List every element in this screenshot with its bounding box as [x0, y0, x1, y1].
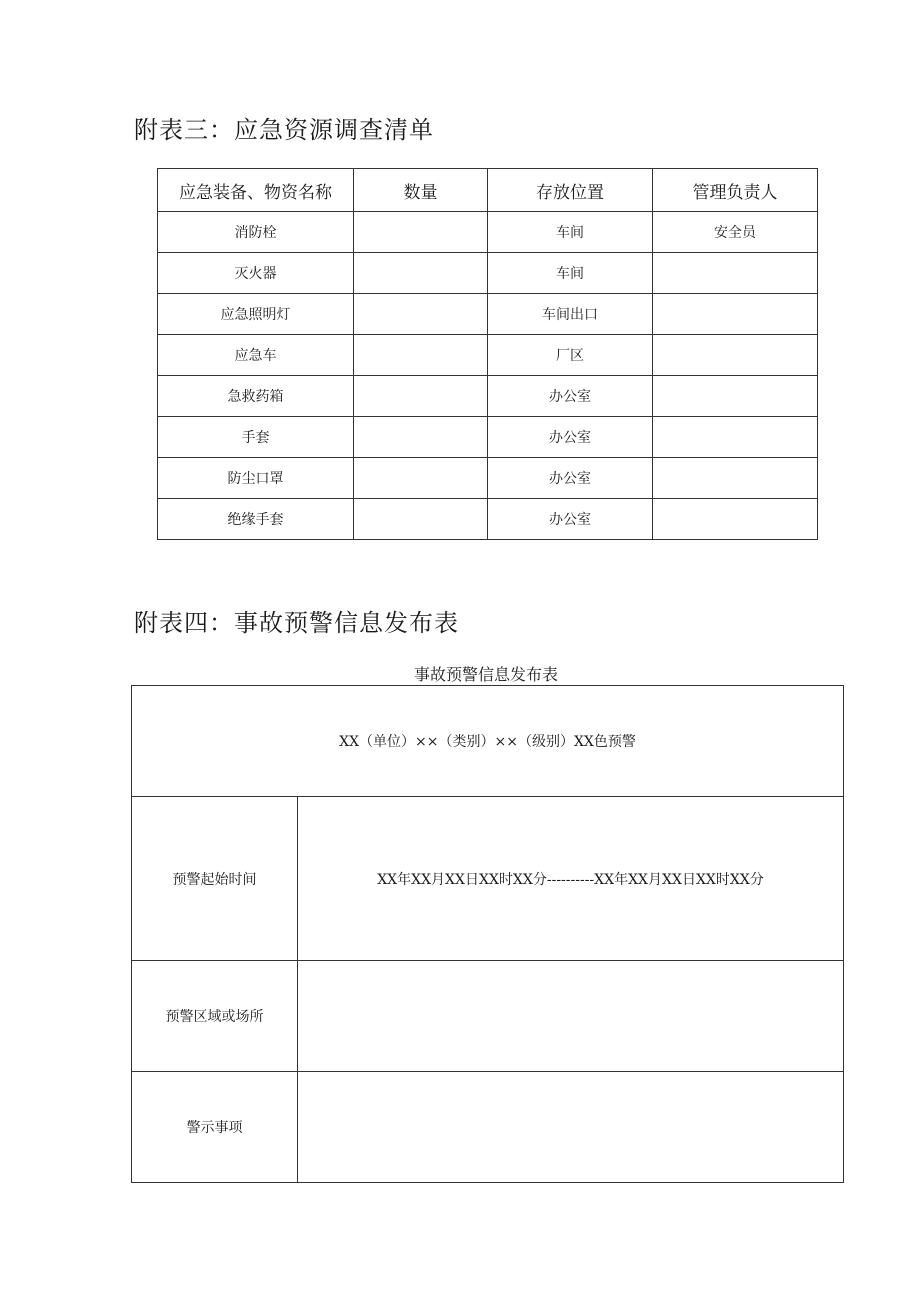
warning-release-table — [131, 685, 844, 1183]
cell-location: 厂区 — [488, 335, 653, 376]
cell-quantity — [354, 212, 488, 253]
table-row — [158, 335, 818, 376]
table-row — [158, 458, 818, 499]
header-quantity: 数量 — [354, 169, 488, 212]
warning-area-row — [132, 961, 844, 1072]
cell-name: 防尘口罩 — [158, 458, 354, 499]
header-location: 存放位置 — [488, 169, 653, 212]
table-row — [158, 294, 818, 335]
cell-quantity — [354, 294, 488, 335]
cell-manager — [653, 376, 818, 417]
notice-value — [298, 1072, 844, 1183]
table-row — [158, 417, 818, 458]
header-name: 应急装备、物资名称 — [158, 169, 354, 212]
cell-name: 急救药箱 — [158, 376, 354, 417]
cell-quantity — [354, 417, 488, 458]
table-row — [158, 253, 818, 294]
notice-label: 警示事项 — [132, 1072, 298, 1183]
cell-name: 应急照明灯 — [158, 294, 354, 335]
cell-quantity — [354, 253, 488, 294]
cell-quantity — [354, 499, 488, 540]
table-row — [158, 376, 818, 417]
table-row — [158, 212, 818, 253]
cell-location: 办公室 — [488, 499, 653, 540]
cell-name: 应急车 — [158, 335, 354, 376]
cell-manager: 安全员 — [653, 212, 818, 253]
warning-title-row — [132, 686, 844, 797]
table-row — [158, 499, 818, 540]
cell-location: 办公室 — [488, 376, 653, 417]
cell-manager — [653, 417, 818, 458]
cell-manager — [653, 458, 818, 499]
area-value — [298, 961, 844, 1072]
cell-name: 消防栓 — [158, 212, 354, 253]
time-value: XX年XX月XX日XX时XX分----------XX年XX月XX日XX时XX分 — [298, 797, 844, 961]
appendix4-title: 附表四：事故预警信息发布表 — [134, 609, 459, 637]
time-label: 预警起始时间 — [132, 797, 298, 961]
table-header-row — [158, 169, 818, 212]
cell-manager — [653, 294, 818, 335]
cell-name: 灭火器 — [158, 253, 354, 294]
cell-location: 办公室 — [488, 417, 653, 458]
cell-quantity — [354, 458, 488, 499]
cell-location: 车间出口 — [488, 294, 653, 335]
warning-table-caption: 事故预警信息发布表 — [413, 665, 558, 684]
cell-quantity — [354, 335, 488, 376]
cell-quantity — [354, 376, 488, 417]
cell-manager — [653, 253, 818, 294]
cell-location: 车间 — [488, 212, 653, 253]
cell-manager — [653, 499, 818, 540]
header-manager: 管理负责人 — [653, 169, 818, 212]
warning-title: XX（单位）××（类别）××（级别）XX色预警 — [132, 686, 844, 797]
cell-location: 车间 — [488, 253, 653, 294]
warning-time-row — [132, 797, 844, 961]
cell-name: 手套 — [158, 417, 354, 458]
area-label: 预警区域或场所 — [132, 961, 298, 1072]
emergency-resources-table — [157, 168, 818, 540]
appendix3-title: 附表三：应急资源调查清单 — [134, 116, 434, 144]
cell-name: 绝缘手套 — [158, 499, 354, 540]
cell-location: 办公室 — [488, 458, 653, 499]
warning-notice-row — [132, 1072, 844, 1183]
cell-manager — [653, 335, 818, 376]
